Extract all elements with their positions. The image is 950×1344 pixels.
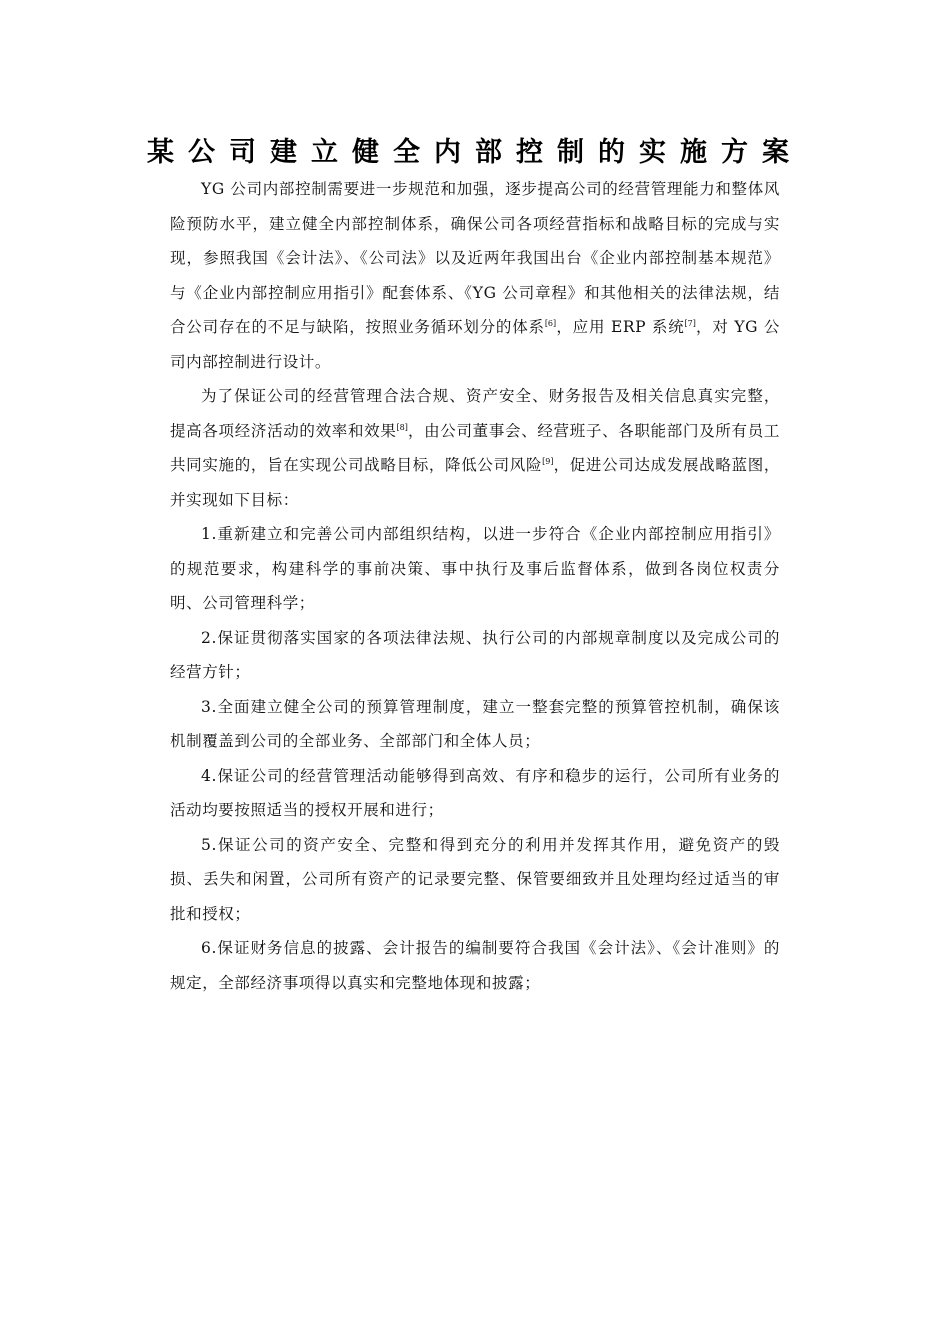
goal-item: 3.全面建立健全公司的预算管理制度，建立一整套完整的预算管控机制，确保该机制覆盖到公司的全部业务、全部部门和全体人员； [170,697,780,750]
goal-item: 6.保证财务信息的披露、会计报告的编制要符合我国《会计法》、《会计准则》的规定，全部经济事项得以真实和完整地体现和披露； [170,939,780,992]
goal-item: 2.保证贯彻落实国家的各项法律法规、执行公司的内部规章制度以及完成公司的经营方针； [170,628,780,681]
document-title: 某公司建立健全内部控制的实施方案 [147,137,803,168]
goal-item: 1.重新建立和完善公司内部组织结构，以进一步符合《企业内部控制应用指引》的规范要求，构建科学的事前决策、事中执行及事后监督体系，做到各岗位权责分明、公司管理科学； [170,525,780,612]
document-body [170,172,780,1000]
citation-ref: [6] [544,318,557,328]
goal-item: 5.保证公司的资产安全、完整和得到充分的利用并发挥其作用，避免资产的毁损、丢失和闲置，公司所有资产的记录要完整、保管要细致并且处理均经过适当的审批和授权； [170,835,780,923]
intro-paragraph [170,172,780,379]
intro-text-3: ，对 YG 公司内部控制进行设计。 [170,318,780,371]
intro-text-2: ，应用 ERP 系统 [556,318,685,336]
purpose-text-3: ，促进公司达成发展战略蓝图，并实现如下目标： [170,456,780,509]
citation-ref: [8] [396,422,408,432]
citation-ref: [9] [542,456,554,466]
intro-text-1: YG 公司内部控制需要进一步规范和加强，逐步提高公司的经营管理能力和整体风险预防水平，建立健全内部控制体系，确保公司各项经营指标和战略目标的完成与实现，参照我国《会计法》、《公司法》以及近两年我国出台《企业内部控制基本规范》与《企业内部控制应用指引》配套体系、《YG 公司章程》和其他相关的法律法规，结合公司存在的不足与缺陷，按照业务循环划分的体系 [170,180,780,336]
purpose-text-2: ，由公司董事会、经营班子、各职能部门及所有员工共同实施的，旨在实现公司战略目标，降低公司风险 [170,421,780,474]
purpose-paragraph [170,379,780,517]
citation-ref: [7] [684,318,696,328]
purpose-text-1: 为了保证公司的经营管理合法合规、资产安全、财务报告及相关信息真实完整，提高各项经济活动的效率和效果 [170,387,780,440]
goal-item: 4.保证公司的经营管理活动能够得到高效、有序和稳步的运行，公司所有业务的活动均要按照适当的授权开展和进行； [170,766,780,819]
